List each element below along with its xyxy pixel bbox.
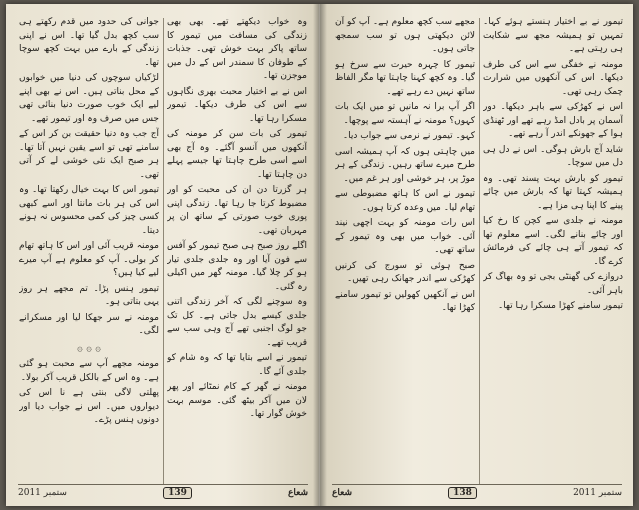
magazine-spread	[6, 4, 633, 506]
paragraph: تیمور سامنے کھڑا مسکرا رہا تھا۔	[497, 301, 623, 311]
paragraph: وہ سوچنے لگی کہ آخر زندگی اتنی جلدی کیسے بدل جاتی ہے۔ کل تک جو لوگ اجنبی تھے آج وہی سب سے قریب تھے۔	[167, 297, 307, 348]
magazine-name: شعاع	[332, 488, 352, 498]
paragraph: تیمور کی بات سن کر مومنہ کی آنکھوں میں آنسو آگئے۔ وہ آج بھی اسے اسی طرح چاہتا تھا جیسے پہلے دن چاہتا تھا۔	[167, 129, 307, 180]
paragraph: دروازے کی گھنٹی بجی تو وہ بھاگ کر باہر آئی۔	[483, 272, 623, 296]
paragraph: اس نے آنکھیں کھولیں تو تیمور سامنے کھڑا تھا۔	[335, 289, 475, 313]
page-number: 138	[448, 487, 477, 499]
right-page	[320, 4, 633, 506]
paragraph: شاید آج بارش ہوگی۔ اس نے دل ہی دل میں سوچا۔	[483, 144, 623, 168]
paragraph: تیمور نے اس کا ہاتھ مضبوطی سے تھام لیا۔ میں وعدہ کرتا ہوں۔	[335, 189, 475, 213]
book-gutter	[313, 4, 327, 506]
paragraph: مومنہ نے گھر کے کام نمٹائے اور پھر لان میں آکر بیٹھ گئی۔ موسم بہت خوش گوار تھا۔	[167, 382, 307, 419]
paragraph: تیمور ہنس پڑا۔ تم مجھے ہر روز یہی بتاتی ہو۔	[19, 283, 159, 307]
paragraph: مومنہ نے جلدی سے کچن کا رخ کیا اور چائے بنانے لگی۔ اسے معلوم تھا کہ تیمور آتے ہی چائے کی فرمائش کرے گا۔	[483, 216, 623, 267]
paragraph: اگر آپ برا نہ مانیں تو میں ایک بات کہوں؟ مومنہ نے آہستہ سے پوچھا۔	[335, 102, 475, 126]
paragraph: مومنہ مجھے آپ سے محبت ہو گئی ہے۔ وہ اس کے بالکل قریب آکر بولا۔	[19, 359, 159, 383]
paragraph: مومنہ قریب آئی اور اس کا ہاتھ تھام کر بولی۔ آپ کو معلوم ہے آپ میرے لیے کیا ہیں؟	[19, 241, 159, 278]
paragraph: جوانی کی حدود میں قدم رکھتے ہی سب کچھ بدل گیا تھا۔ اس نے اپنی زندگی کے بارے میں بہت کچھ سوچا تھا۔	[19, 17, 159, 68]
left-page-column-2	[19, 16, 159, 486]
paragraph: اس نے بے اختیار محبت بھری نگاہوں سے اس کی طرف دیکھا۔ تیمور مسکرا رہا تھا۔	[167, 86, 307, 124]
footer-date: 2011 ستمبر	[18, 488, 67, 498]
paragraph: تیمور نے اسے بتایا تھا کہ وہ شام کو جلدی آئے گا۔	[167, 353, 307, 377]
paragraph: اس رات مومنہ کو بہت اچھی نیند آئی۔ خواب میں بھی وہ تیمور کے ساتھ تھی۔	[335, 218, 475, 255]
paragraph: میں چاہتی ہوں کہ آپ ہمیشہ اسی طرح میرے ساتھ رہیں۔ زندگی کے ہر موڑ پر، ہر خوشی اور ہر غم میں۔	[335, 146, 475, 184]
section-break-ornament: ۞ ۞ ۞	[77, 342, 101, 354]
paragraph: تیمور اس کا بہت خیال رکھتا تھا۔ وہ اس کی ہر بات مانتا اور اسے کبھی کسی چیز کی کمی محسوس نہ ہونے دیتا۔	[19, 185, 159, 236]
paragraph: لڑکیاں سوچوں کی دنیا میں خوابوں کے محل بناتی ہیں۔ اس نے بھی اپنے لیے ایک خوب صورت دنیا بنائی تھی جس میں صرف وہ اور تیمور تھے۔	[19, 73, 159, 124]
paragraph: ہر گزرتا دن ان کی محبت کو اور مضبوط کرتا جا رہا تھا۔ زندگی اپنی پوری خوب صورتی کے ساتھ ان پر مہربان تھی۔	[167, 185, 307, 236]
right-page-footer	[332, 484, 622, 500]
paragraph: تیمور کا چہرہ حیرت سے سرخ ہو گیا۔ وہ کچھ کہنا چاہتا تھا مگر الفاظ ساتھ نہیں دے رہے تھے۔	[335, 59, 475, 97]
paragraph: مجھے سب کچھ معلوم ہے۔ آپ کو آن لائن دیکھتی ہوں تو سب سمجھ جاتی ہوں۔	[335, 17, 475, 54]
paragraph: مومنہ نے سر جھکا لیا اور مسکرانے لگی۔	[19, 312, 159, 336]
paragraph: پھلتی لاگی بنتی ہے نا اس کی دیواروں میں۔ اس نے جواب دیا اور دونوں ہنس پڑے۔	[19, 388, 159, 425]
magazine-name: شعاع	[288, 488, 308, 498]
paragraph: کہو۔ تیمور نے نرمی سے جواب دیا۔	[342, 131, 475, 141]
paragraph: تیمور کو بارش بہت پسند تھی۔ وہ ہمیشہ کہتا تھا کہ بارش میں چائے پینے کا اپنا ہی مزا ہے۔	[483, 173, 623, 211]
column-divider	[163, 18, 164, 484]
left-page-footer	[18, 484, 308, 500]
right-page-column-2	[335, 16, 475, 486]
page-number: 139	[163, 487, 192, 499]
left-page	[6, 4, 319, 506]
paragraph: صبح ہوئی تو سورج کی کرنیں کھڑکی سے اندر جھانک رہی تھیں۔	[335, 260, 475, 284]
left-page-column-1	[167, 16, 307, 486]
right-page-column-1	[483, 16, 623, 486]
column-divider	[479, 18, 480, 484]
paragraph: آج جب وہ دنیا حقیقت بن کر اس کے سامنے تھی تو اسے یقین نہیں آتا تھا۔ ہر صبح ایک نئی خوشی لے کر آتی تھی۔	[19, 129, 159, 180]
paragraph: تیمور نے بے اختیار ہنستے ہوئے کہا۔ تمہیں تو ہمیشہ مجھ سے شکایت ہی رہتی ہے۔	[483, 17, 623, 54]
paragraph: اگلے روز صبح ہی صبح تیمور کو آفس سے فون آیا اور وہ جلدی جلدی تیار ہو کر چلا گیا۔ مومنہ گھر میں اکیلی رہ گئی۔	[167, 241, 307, 292]
paragraph: وہ خواب دیکھتے تھے۔ بھی بھی زندگی کی مسافت میں تیمور کا ساتھ پاکر بہت خوش تھی۔ جذبات کے طوفان کا سمندر اس کے دل میں موجزن تھا۔	[167, 17, 307, 81]
footer-date: 2011 ستمبر	[573, 488, 622, 498]
paragraph: اس نے کھڑکی سے باہر دیکھا۔ دور آسمان پر بادل امڈ رہے تھے اور ٹھنڈی ہوا کے جھونکے اندر آ رہے تھے۔	[483, 102, 623, 139]
paragraph: مومنہ نے خفگی سے اس کی طرف دیکھا۔ اس کی آنکھوں میں شرارت چمک رہی تھی۔	[483, 59, 623, 97]
